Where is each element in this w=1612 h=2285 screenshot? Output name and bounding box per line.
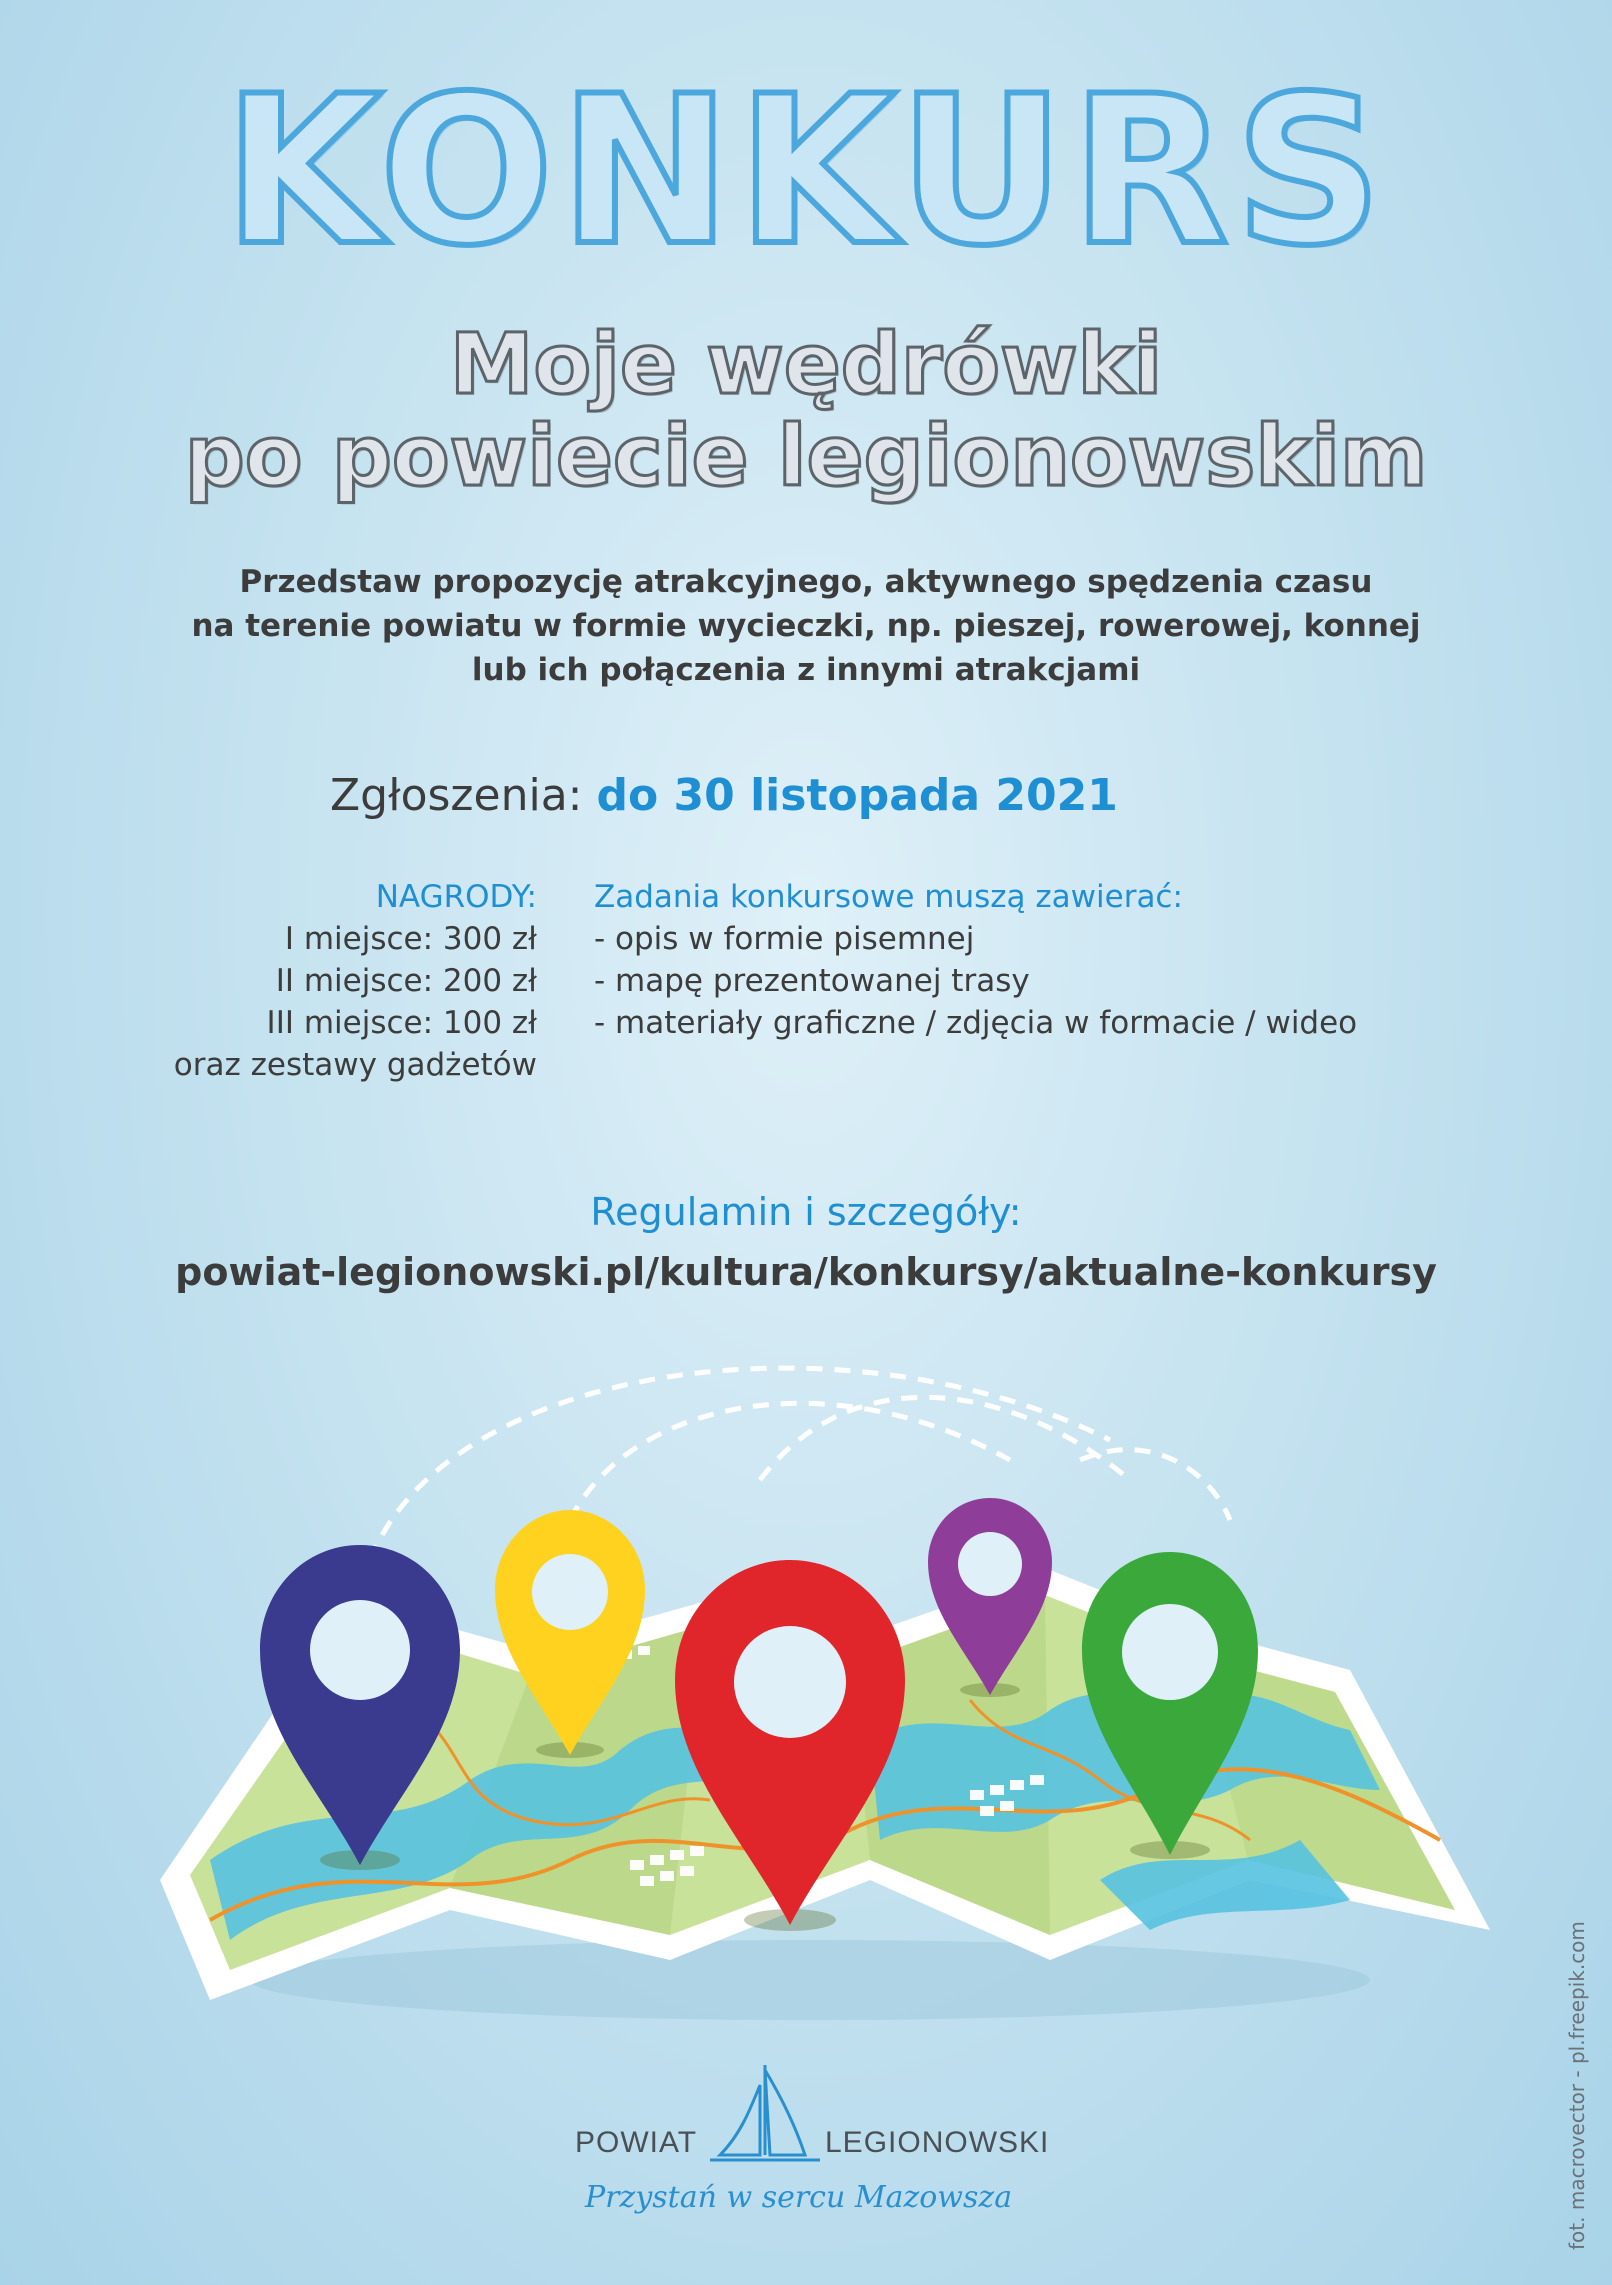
contest-subtitle [0, 315, 1612, 506]
prize-item: II miejsce: 200 zł [275, 963, 537, 999]
prize-item: III miejsce: 100 zł [266, 1005, 537, 1041]
logo-powiat: POWIAT [575, 2126, 698, 2159]
tasks-list [594, 876, 1357, 1044]
task-item: - opis w formie pisemnej [594, 921, 975, 957]
logo-tagline: Przystań w sercu Mazowsza [585, 2180, 1013, 2215]
prizes-heading: NAGRODY: [375, 879, 537, 915]
intro-line-2: na terenie powiatu w formie wycieczki, np. pieszej, rowerowej, konnej [191, 608, 1421, 644]
county-logo [560, 2060, 1060, 2260]
deadline-value: do 30 listopada 2021 [596, 770, 1118, 821]
intro-line-1: Przedstaw propozycję atrakcyjnego, aktywnego spędzenia czasu [239, 564, 1373, 600]
subtitle-line-2: po powiecie legionowskim [184, 407, 1428, 506]
photo-credit: fot. macrovector - pl.freepik.com [1565, 1921, 1589, 2250]
subtitle-line-1: Moje wędrówki [449, 315, 1163, 413]
intro-text [0, 560, 1612, 692]
task-item: - mapę prezentowanej trasy [594, 963, 1030, 999]
contest-title: KONKURS [223, 53, 1389, 291]
sailboat-icon [710, 2060, 820, 2170]
task-item: - materiały graficzne / zdjęcia w formacie / wideo [594, 1005, 1358, 1041]
tasks-heading: Zadania konkursowe muszą zawierać: [594, 879, 1183, 915]
deadline [330, 770, 1118, 821]
prize-item: I miejsce: 300 zł [284, 921, 537, 957]
rules-heading: Regulamin i szczegóły: [590, 1190, 1022, 1234]
prize-item: oraz zestawy gadżetów [173, 1047, 537, 1083]
prizes-list [174, 876, 537, 1086]
intro-line-3: lub ich połączenia z innymi atrakcjami [471, 652, 1141, 688]
logo-legionowski: LEGIONOWSKI [825, 2126, 1050, 2159]
rules-url[interactable]: powiat-legionowski.pl/kultura/konkursy/aktualne-konkursy [175, 1250, 1437, 1294]
deadline-label: Zgłoszenia: [330, 770, 583, 821]
folded-map-icon [150, 1320, 1500, 2040]
